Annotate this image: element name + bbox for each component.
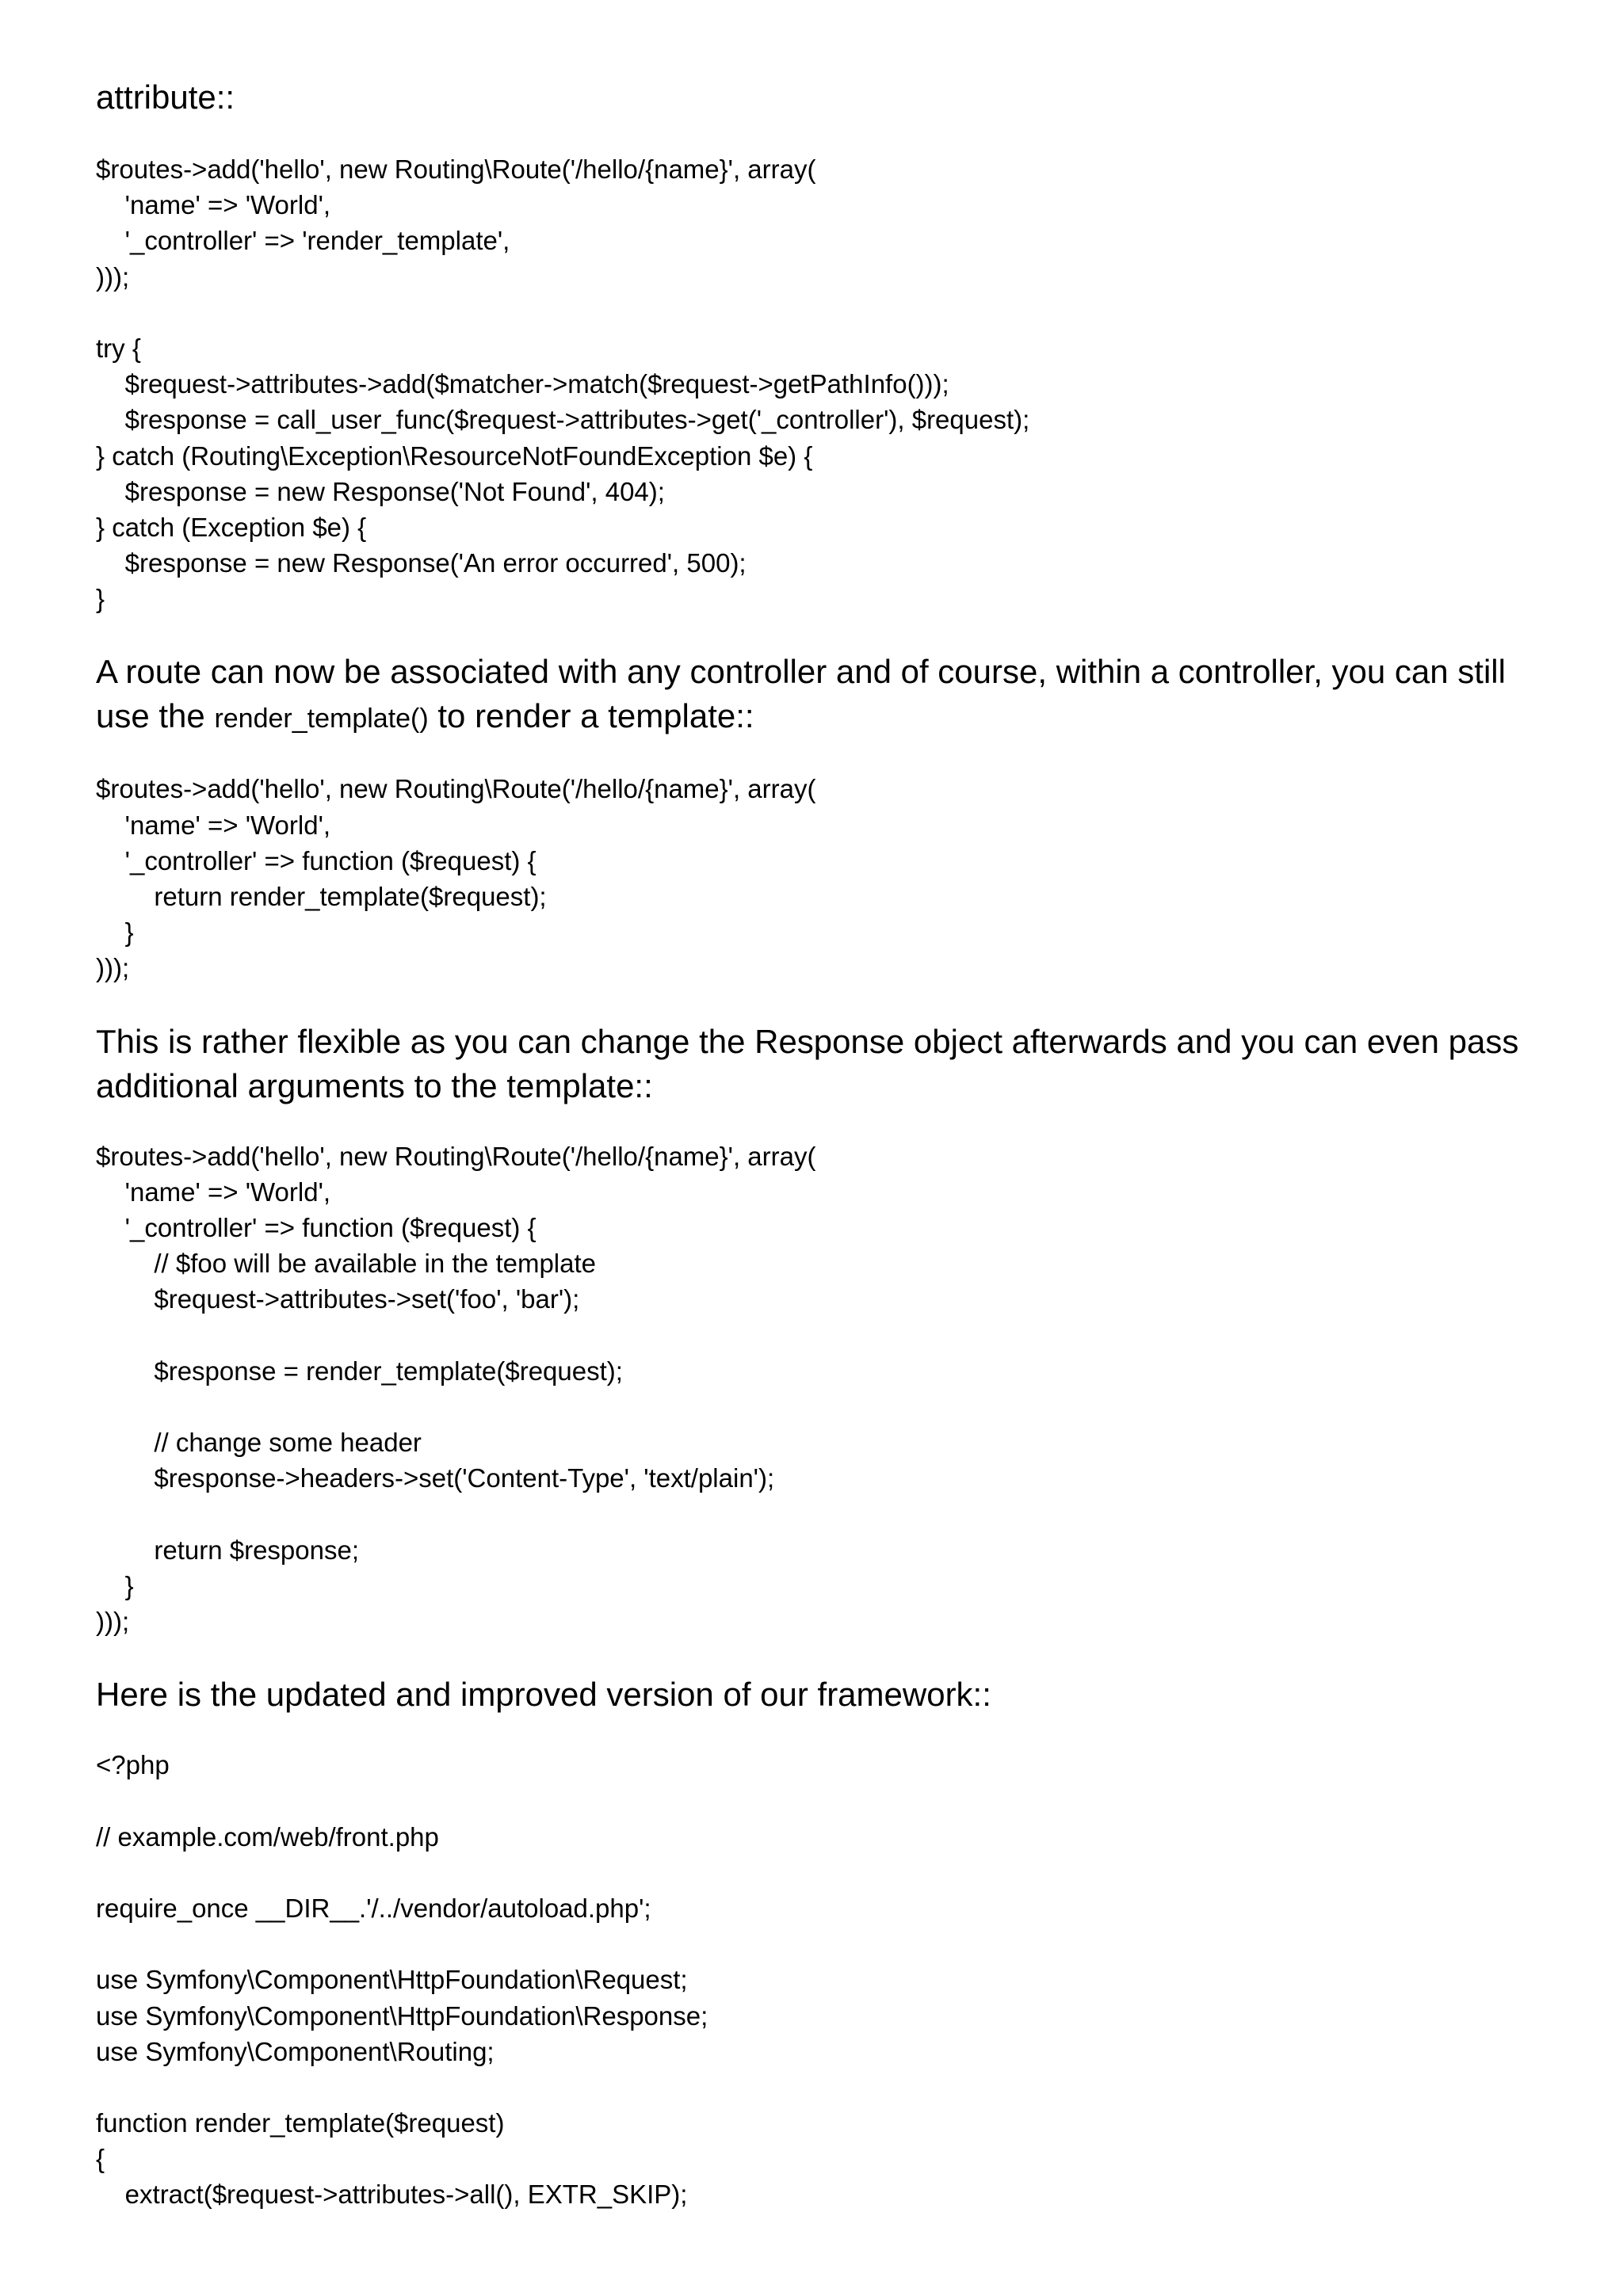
code-line: '_controller' => function ($request) { <box>96 845 537 875</box>
code-line: $response = call_user_func($request->attributes->get('_controller'), $request); <box>96 405 1030 435</box>
code-line: } catch (Exception $e) { <box>96 512 367 542</box>
code-block-front-controller <box>96 1747 1538 2212</box>
code-line <box>96 1318 1538 1353</box>
code-line <box>96 1783 1538 1818</box>
code-line: $response = new Response('An error occurred', 500); <box>96 548 747 578</box>
code-line <box>96 1389 1538 1425</box>
code-line: use Symfony\Component\HttpFoundation\Response; <box>96 2000 708 2031</box>
code-line: $routes->add('hello', new Routing\Route('/hello/{name}', array( <box>96 1141 816 1171</box>
document-page <box>96 75 1538 2213</box>
code-line: // $foo will be available in the template <box>96 1249 597 1279</box>
code-line: } <box>96 584 105 614</box>
code-line: 'name' => 'World', <box>96 1177 331 1207</box>
paragraph-flexible: This is rather flexible as you can change the Response object afterwards and you can even pass additional arguments to the template:: <box>96 1022 1519 1104</box>
paragraph-updated-framework: Here is the updated and improved version of our framework:: <box>96 1676 991 1714</box>
paragraph-intro: attribute:: <box>96 78 235 116</box>
code-line: 'name' => 'World', <box>96 810 331 840</box>
paragraph-route-text-after: to render a template:: <box>428 697 754 735</box>
code-line: '_controller' => function ($request) { <box>96 1212 537 1242</box>
code-block-closure-controller <box>96 771 1538 986</box>
code-line: $request->attributes->set('foo', 'bar'); <box>96 1284 580 1314</box>
code-line: extract($request->attributes->all(), EXTR_SKIP); <box>96 2180 688 2210</box>
code-line: } catch (Routing\Exception\ResourceNotFoundException $e) { <box>96 441 813 471</box>
code-line <box>96 1855 1538 1890</box>
code-line: 'name' => 'World', <box>96 190 331 220</box>
code-line: } <box>96 917 134 948</box>
code-line: <?php <box>96 1750 170 1780</box>
code-line: // change some header <box>96 1428 422 1458</box>
code-line: $routes->add('hello', new Routing\Route('/hello/{name}', array( <box>96 774 816 804</box>
code-line: use Symfony\Component\HttpFoundation\Request; <box>96 1965 688 1995</box>
code-line: '_controller' => 'render_template', <box>96 226 510 256</box>
code-line: try { <box>96 333 141 363</box>
code-line: $response->headers->set('Content-Type', 'text/plain'); <box>96 1463 775 1493</box>
code-line: $response = render_template($request); <box>96 1356 623 1386</box>
code-line <box>96 295 1538 330</box>
code-line: ))); <box>96 1607 130 1636</box>
code-line: return $response; <box>96 1535 359 1565</box>
code-line: $routes->add('hello', new Routing\Route('/hello/{name}', array( <box>96 154 816 184</box>
paragraph-route-text-before: A route can now be associated with any controller and of course, within a controller, you can still use the <box>96 653 1506 735</box>
code-line: $response = new Response('Not Found', 404); <box>96 476 665 506</box>
code-line: return render_template($request); <box>96 882 547 911</box>
code-line: ))); <box>96 261 130 292</box>
code-line: // example.com/web/front.php <box>96 1821 439 1852</box>
code-line: require_once __DIR__.'/../vendor/autoload.php'; <box>96 1893 651 1923</box>
code-line <box>96 1496 1538 1531</box>
inline-code-render-template: render_template() <box>214 704 429 734</box>
paragraph-route-controller <box>96 650 1538 741</box>
code-line: ))); <box>96 953 130 983</box>
code-line <box>96 2069 1538 2105</box>
code-line: { <box>96 2144 105 2174</box>
code-line: $request->attributes->add($matcher->match($request->getPathInfo())); <box>96 369 949 399</box>
code-block-route-try-catch <box>96 151 1538 616</box>
code-block-response-headers <box>96 1138 1538 1640</box>
code-line <box>96 1926 1538 1962</box>
code-line: use Symfony\Component\Routing; <box>96 2036 495 2066</box>
code-line: } <box>96 1570 134 1600</box>
code-line: function render_template($request) <box>96 2108 505 2138</box>
